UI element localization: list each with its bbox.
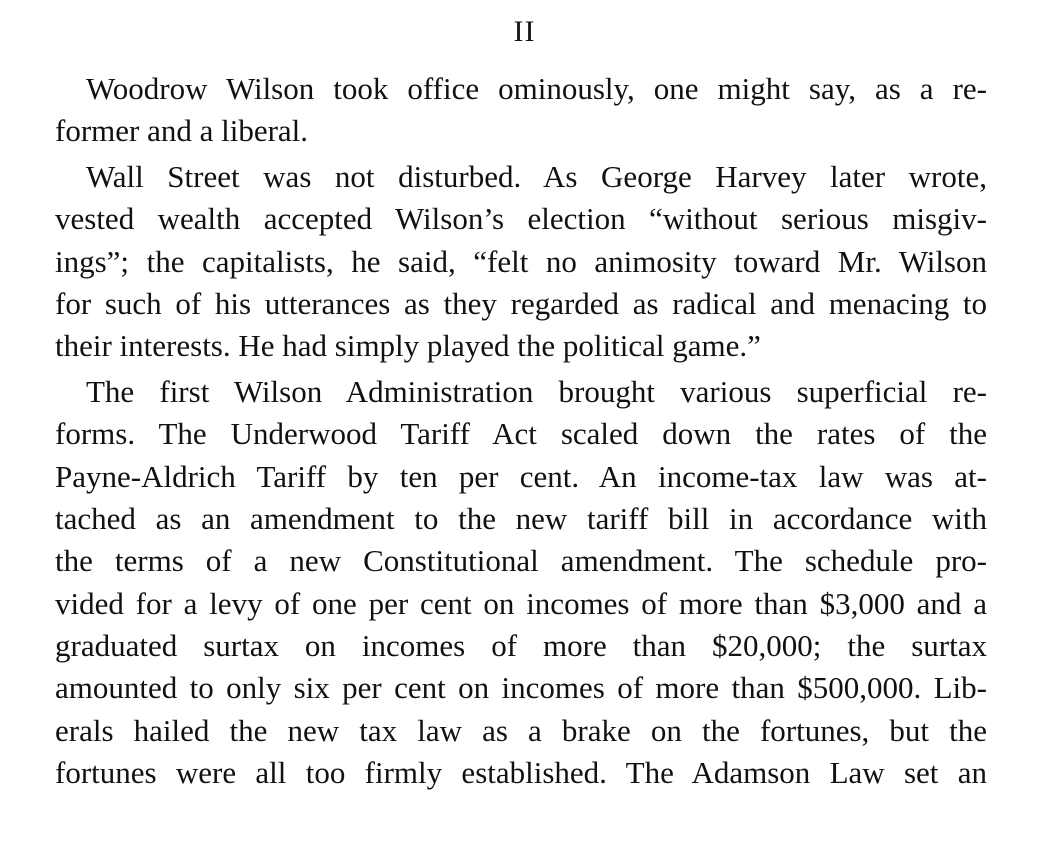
text-line: forms. The Underwood Tariff Act scaled down the rates of the (55, 416, 987, 452)
text-line: Woodrow Wilson took office ominously, one might say, as a re- (86, 71, 987, 106)
chapter-heading: II (513, 15, 536, 48)
text-line: vided for a levy of one per cent on incomes of more than $3,000 and a (55, 585, 987, 621)
text-line: the terms of a new Constitutional amendment. The schedule pro- (55, 543, 987, 579)
text-line: Wall Street was not disturbed. As George Harvey later wrote, (86, 158, 987, 194)
text-line: for such of his utterances as they regarded as radical and menacing to (55, 285, 987, 321)
text-line: their interests. He had simply played the political game.” (55, 328, 761, 364)
text-line: ings”; the capitalists, he said, “felt no animosity toward Mr. Wilson (55, 243, 987, 279)
text-line: fortunes were all too firmly established. The Adamson Law set an (55, 755, 987, 791)
body-text (55, 68, 987, 795)
text-line: former and a liberal. (55, 113, 309, 149)
text-line: graduated surtax on incomes of more than $20,000; the surtax (55, 628, 987, 664)
text-line: tached as an amendment to the new tariff bill in accordance with (55, 500, 987, 536)
paragraph-3 (55, 371, 987, 795)
text-line: vested wealth accepted Wilson’s election “without serious misgiv- (55, 201, 987, 237)
text-line: Payne-Aldrich Tariff by ten per cent. An income-tax law was at- (55, 458, 987, 494)
text-line: amounted to only six per cent on incomes of more than $500,000. Lib- (55, 670, 987, 706)
paragraph-1 (55, 68, 987, 153)
text-line: erals hailed the new tax law as a brake on the fortunes, but the (55, 712, 987, 748)
text-line: The first Wilson Administration brought various superficial re- (86, 373, 987, 409)
paragraph-2 (55, 156, 987, 368)
